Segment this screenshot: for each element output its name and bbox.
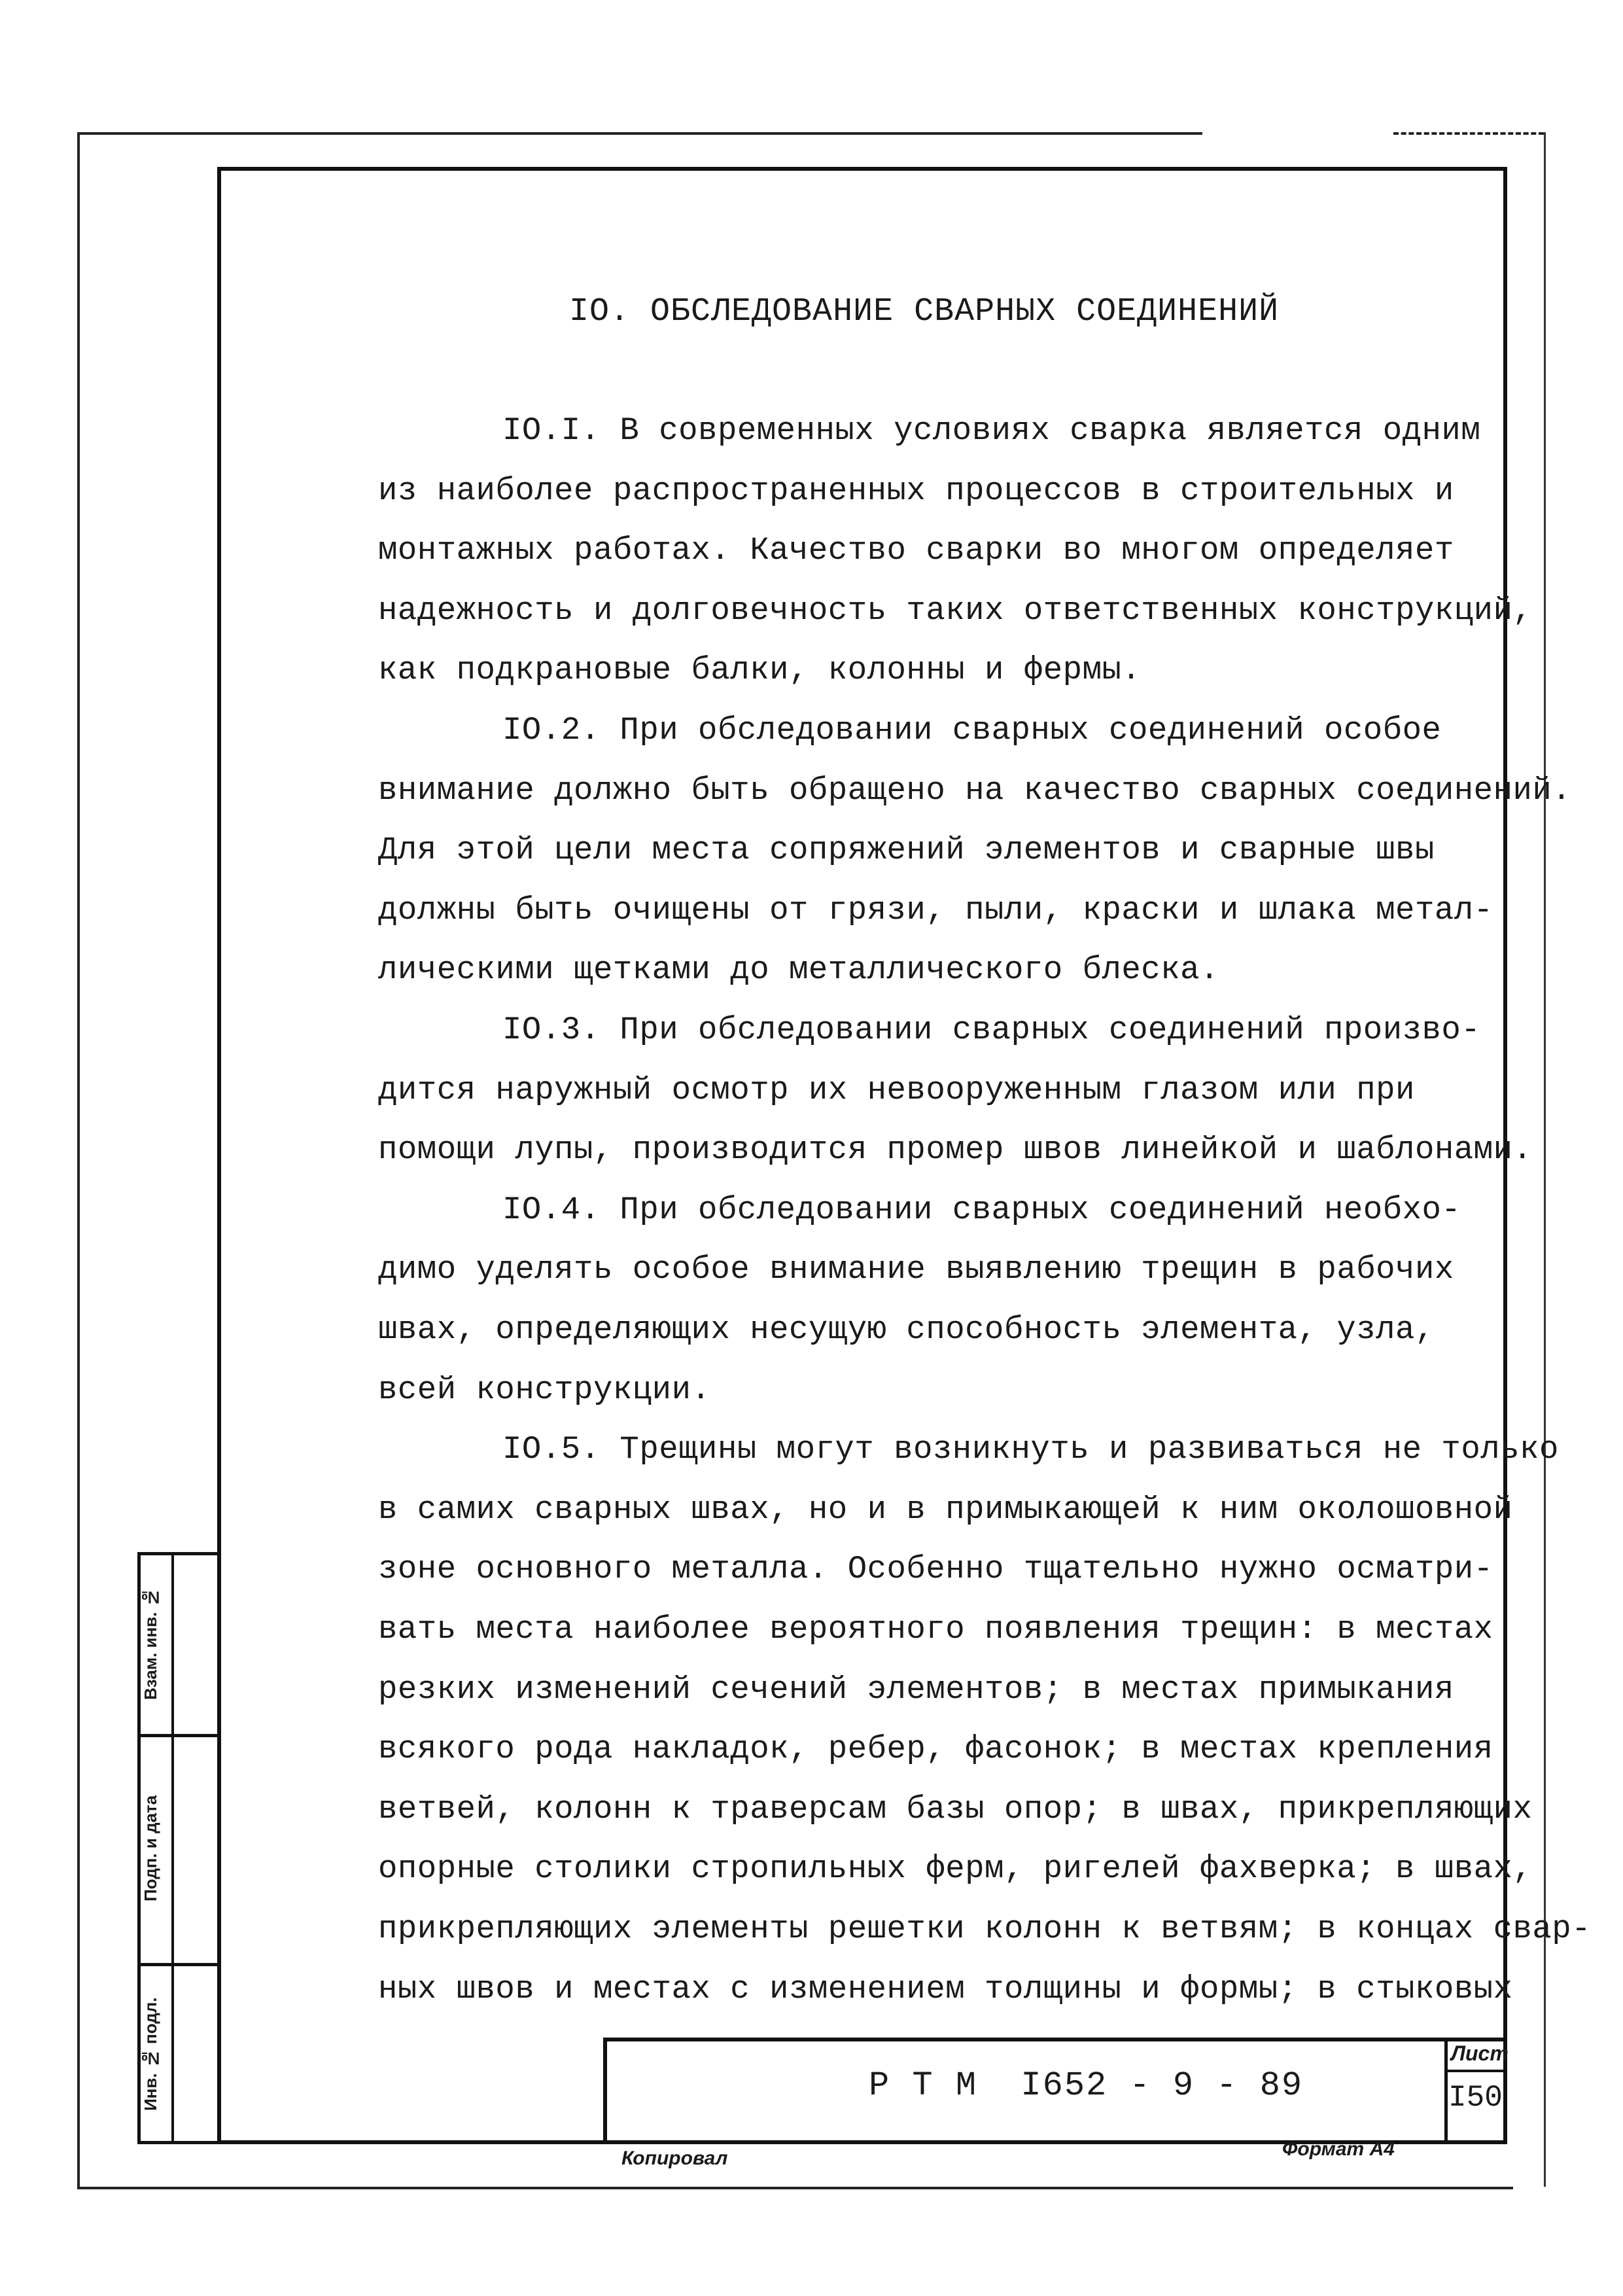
side-stamp-separator: [137, 1734, 221, 1737]
text-line: IO.I. В современных условиях сварка является одним: [502, 412, 1481, 449]
stamp-inv-replace-label: Взам. инв. №: [141, 1587, 160, 1701]
text-line: лическими щетками до металлического блеска.: [378, 951, 1219, 988]
text-line: должны быть очищены от грязи, пыли, краски и шлака метал-: [378, 892, 1493, 928]
text-line: дится наружный осмотр их невооруженным глазом или при: [378, 1072, 1415, 1108]
sheet-border-left: [77, 132, 80, 2187]
text-line: монтажных работах. Качество сварки во многом определяет: [378, 532, 1454, 569]
text-line: IO.2. При обследовании сварных соединений особое: [502, 712, 1442, 749]
text-line: надежность и долговечность таких ответственных конструкций,: [378, 592, 1533, 629]
side-stamp-separator: [137, 1963, 221, 1966]
sheet-border-right: [1544, 132, 1546, 2187]
text-line: IO.4. При обследовании сварных соединений необхо-: [502, 1192, 1461, 1228]
sheet-border-top-dashed: [1393, 132, 1544, 135]
text-line: в самих сварных швах, но и в примыкающей к ним околошовной: [378, 1491, 1513, 1528]
section-heading: IO. ОБСЛЕДОВАНИЕ СВАРНЫХ СОЕДИНЕНИЙ: [569, 293, 1280, 330]
text-line: IO.5. Трещины могут возникнуть и развиваться не только: [502, 1431, 1559, 1468]
sheet-border-bottom: [77, 2187, 1513, 2189]
text-line: опорные столики стропильных ферм, ригелей фахверка; в швах,: [378, 1850, 1533, 1887]
text-line: всей конструкции.: [378, 1371, 711, 1408]
text-line: зоне основного металла. Особенно тщательно нужно осматри-: [378, 1551, 1493, 1587]
document-code: Р Т М I652 - 9 - 89: [869, 2066, 1304, 2105]
text-line: внимание должно быть обращено на качество сварных соединений.: [378, 772, 1572, 809]
text-line: Для этой цели места сопряжений элементов и сварные швы: [378, 832, 1435, 868]
text-line: IO.3. При обследовании сварных соединений произво-: [502, 1012, 1481, 1048]
text-line: ветвей, колонн к траверсам базы опор; в швах, прикрепляющих: [378, 1791, 1533, 1828]
sheet-number: I50: [1448, 2081, 1503, 2115]
text-line: как подкрановые балки, колонны и фермы.: [378, 652, 1142, 688]
footer-format-label: Формат А4: [1282, 2138, 1395, 2160]
stamp-inv-orig-label: Инв. № подл.: [141, 1997, 160, 2111]
sheet-cell-divider: [1444, 2070, 1507, 2072]
text-line: из наиболее распространенных процессов в строительных и: [378, 472, 1454, 509]
text-line: прикрепляющих элементы решетки колонн к ветвям; в концах свар-: [378, 1911, 1592, 1947]
text-line: вать места наиболее вероятного появления трещин: в местах: [378, 1611, 1493, 1648]
text-line: помощи лупы, производится промер швов линейкой и шаблонами.: [378, 1131, 1533, 1168]
text-line: ных швов и местах с изменением толщины и формы; в стыковых: [378, 1971, 1513, 2007]
footer-copied-label: Копировал: [621, 2147, 728, 2169]
stamp-sign-date-label: Подп. и дата: [141, 1795, 160, 1902]
sheet-border-top: [77, 132, 1202, 135]
title-block-divider: [1444, 2038, 1448, 2144]
sheet-label: Лист: [1451, 2041, 1509, 2065]
text-line: резких изменений сечений элементов; в местах примыкания: [378, 1671, 1454, 1708]
text-line: димо уделять особое внимание выявлению трещин в рабочих: [378, 1251, 1454, 1288]
text-line: всякого рода накладок, ребер, фасонок; в местах крепления: [378, 1731, 1493, 1767]
text-line: швах, определяющих несущую способность элемента, узла,: [378, 1311, 1435, 1348]
